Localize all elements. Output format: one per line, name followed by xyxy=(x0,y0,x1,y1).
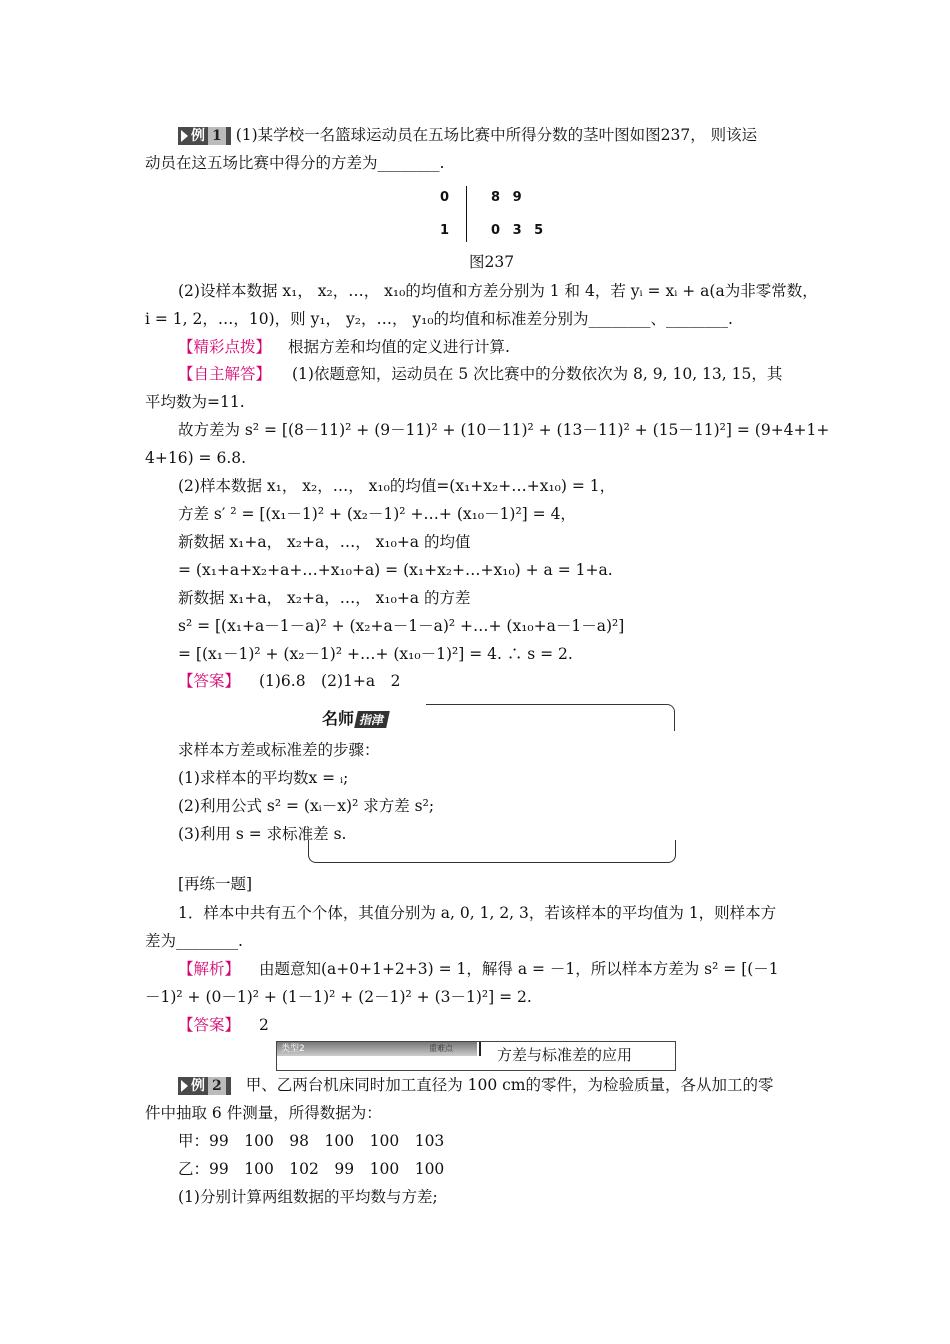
solution-line-5: (2)样本数据 x₁， x₂，…， x₁₀的均值=(x₁+x₂+…+x₁₀) = 1， xyxy=(178,477,616,495)
tip-line-3: (2)利用公式 s² = (xᵢ－x)² 求方差 s²; xyxy=(178,797,435,815)
analysis-line-2: －1)² + (0－1)² + (1－1)² + (2－1)² + (3－1)²] = 2. xyxy=(145,988,532,1006)
tip-box xyxy=(308,704,675,862)
solution-line-11: = [(x₁－1)² + (x₂－1)² +…+ (x₁₀－1)²] = 4. ∴ s = 2. xyxy=(178,645,573,663)
yi-data: 乙：99 100 102 99 100 100 xyxy=(178,1160,445,1178)
hint-label: 【精彩点拨】 xyxy=(178,338,272,356)
solution-label: 【自主解答】 xyxy=(178,365,272,383)
stem-1: 1 xyxy=(440,223,450,238)
tip-box-top-border xyxy=(426,704,675,731)
leaves-1: 0 3 5 xyxy=(491,223,544,238)
solution-line-10: s² = [(x₁+a－1－a)² + (x₂+a－1－a)² +…+ (x₁₀+a－1－a)²] xyxy=(178,617,625,635)
tip-title: 名师 指津 xyxy=(322,706,388,729)
example-2-line-2: 件中抽取 6 件测量，所得数据为： xyxy=(145,1104,382,1122)
hint-line: 【精彩点拨】 根据方差和均值的定义进行计算. xyxy=(178,338,510,356)
play-arrow-icon xyxy=(181,1080,188,1092)
answer-2-line: 【答案】 2 xyxy=(178,1016,269,1034)
example-2-tag: 例 2 xyxy=(178,1077,231,1095)
answer-1-line: 【答案】 (1)6.8 (2)1+a 2 xyxy=(178,672,401,690)
example-2-question-1: (1)分别计算两组数据的平均数与方差; xyxy=(178,1188,438,1206)
solution-line-2: 平均数为=11. xyxy=(145,393,245,411)
play-arrow-icon xyxy=(181,130,188,142)
solution-line-6: 方差 s′ ² = [(x₁－1)² + (x₂－1)² +…+ (x₁₀－1)²] = 4， xyxy=(178,505,576,523)
solution-line-1: 【自主解答】 (1)依题意知，运动员在 5 次比赛中的分数依次为 8, 9, 10, 13, 15，其 xyxy=(178,365,783,383)
example-2-line-1: 例 2 甲、乙两台机床同时加工直径为 100 cm的零件，为检验质量，各从加工的零 xyxy=(178,1074,774,1096)
answer-1-label: 【答案】 xyxy=(178,672,241,690)
type-2-banner: 类型2 重难点 方差与标准差的应用 xyxy=(276,1041,676,1071)
practice-1-line-1: 1．样本中共有五个个体，其值分别为 a, 0, 1, 2, 3，若该样本的平均值为 1，则样本方 xyxy=(178,904,777,922)
type-2-banner-divider xyxy=(479,1042,481,1056)
question-2-line-2: i = 1, 2，…，10)，则 y₁， y₂，…， y₁₀的均值和标准差分别为________、________. xyxy=(145,310,733,328)
figure-caption: 图237 xyxy=(469,253,515,271)
answer-2-label: 【答案】 xyxy=(178,1016,241,1034)
analysis-line-1: 【解析】 由题意知(a+0+1+2+3) = 1，解得 a = －1，所以样本方差为 s² = [(－1 xyxy=(178,960,779,978)
tip-line-2: (1)求样本的平均数x = ᵢ; xyxy=(178,769,349,787)
jia-data: 甲：99 100 98 100 100 103 xyxy=(178,1132,445,1150)
tip-line-4: (3)利用 s = 求标准差 s. xyxy=(178,825,347,843)
type-2-title: 方差与标准差的应用 xyxy=(497,1046,633,1064)
solution-line-3: 故方差为 s² = [(8－11)² + (9－11)² + (10－11)² + (13－11)² + (15－11)²] = (9+4+1+ xyxy=(178,421,830,439)
example-1-tag: 例 1 xyxy=(178,127,231,145)
stem-divider xyxy=(466,186,467,242)
analysis-label: 【解析】 xyxy=(178,960,241,978)
type-2-banner-band: 类型2 xyxy=(277,1042,477,1056)
tip-line-1: 求样本方差或标准差的步骤： xyxy=(178,741,380,759)
example-1-line-2: 动员在这五场比赛中得分的方差为________. xyxy=(145,154,445,172)
example-1-line-1: 例 1 (1)某学校一名篮球运动员在五场比赛中所得分数的茎叶图如图237， 则该运 xyxy=(178,124,757,146)
stem-0: 0 xyxy=(440,190,450,205)
solution-line-8: = (x₁+a+x₂+a+…+x₁₀+a) = (x₁+x₂+…+x₁₀) + a = 1+a. xyxy=(178,561,613,579)
practice-title: [再练一题] xyxy=(178,875,253,893)
solution-line-7: 新数据 x₁+a， x₂+a，…， x₁₀+a 的均值 xyxy=(178,533,471,551)
solution-line-4: 4+16) = 6.8. xyxy=(145,449,247,467)
solution-line-9: 新数据 x₁+a， x₂+a，…， x₁₀+a 的方差 xyxy=(178,589,471,607)
practice-1-line-2: 差为________. xyxy=(145,932,243,950)
question-2-line-1: (2)设样本数据 x₁， x₂，…， x₁₀的均值和方差分别为 1 和 4，若 yᵢ = xᵢ + a(a为非零常数， xyxy=(178,282,818,300)
tip-box-bottom-border xyxy=(308,840,676,863)
leaves-0: 8 9 xyxy=(491,190,522,205)
